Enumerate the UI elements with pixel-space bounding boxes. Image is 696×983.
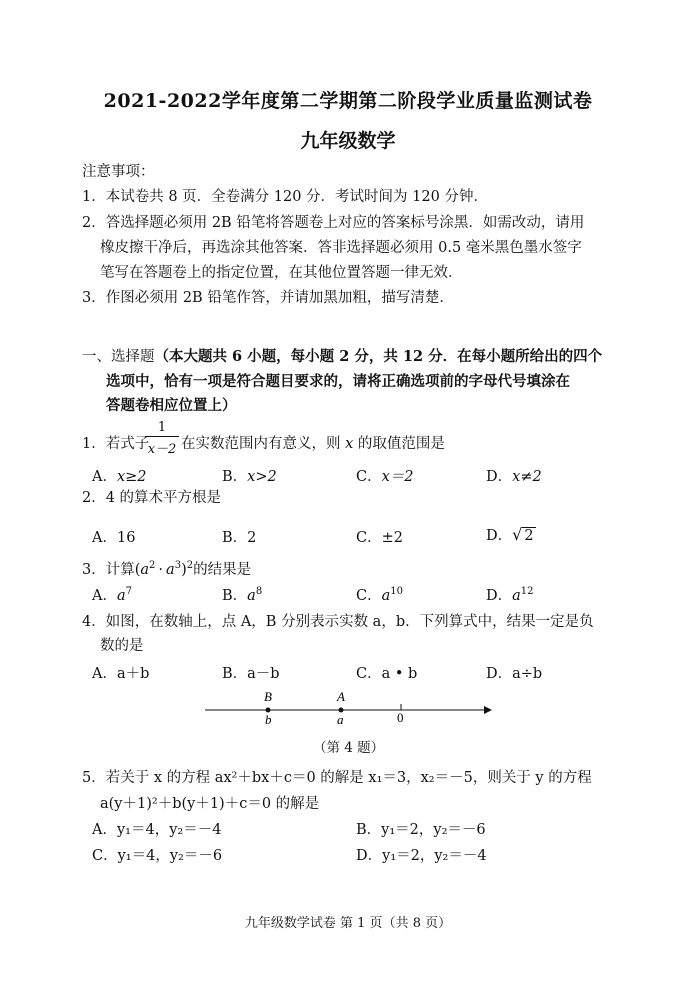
note-1: 1．本试卷共 8 页．全卷满分 120 分．考试时间为 120 分钟．	[82, 189, 488, 205]
note-2-cont-2: 笔写在答题卷上的指定位置，在其他位置答题一律无效．	[100, 265, 463, 281]
q1-option-a-letter: A．	[92, 469, 117, 485]
q3-option-a-exp: 7	[125, 586, 133, 598]
q2-option-b: B．2	[222, 530, 257, 546]
q1-option-b-letter: B．	[222, 469, 248, 485]
q3-exp-2: 3	[174, 560, 182, 572]
q3-option-a-letter: A．	[92, 588, 117, 604]
q1-option-b	[222, 465, 277, 486]
q3-base-1: a	[140, 562, 150, 578]
q5-option-a: A．y₁＝4，y₂＝－4	[92, 822, 222, 838]
q1-fraction	[145, 420, 179, 457]
q1-option-a-text: x≥2	[116, 469, 147, 485]
q3-option-b-base: a	[247, 588, 256, 604]
q5-line-2: a(y＋1)²＋b(y＋1)＋c＝0 的解是	[100, 796, 320, 812]
q4-option-c: C．a • b	[356, 666, 418, 682]
q3-option-c-base: a	[381, 588, 391, 604]
q1-post	[181, 432, 445, 453]
section-1-desc-3: 答题卷相应位置上）	[106, 397, 237, 414]
q1-var: x	[345, 436, 354, 452]
note-2-cont-1: 橡皮擦干净后，再选涂其他答案．答非选择题必须用 0.5 毫米黑色墨水签字	[100, 240, 582, 256]
q3-text	[82, 558, 251, 579]
section-1-desc: （本大题共 6 小题，每小题 2 分，共 12 分．在每小题所给出的四个	[154, 348, 603, 365]
q4-figure-caption: （第 4 题）	[313, 740, 385, 756]
q1-option-a	[92, 465, 147, 486]
q5-option-c: C．y₁＝4，y₂＝－6	[92, 848, 223, 864]
label-zero: 0	[397, 710, 404, 725]
q3-pre: 3．计算(	[82, 562, 141, 578]
q1-option-d-text: x≠2	[512, 469, 542, 485]
q5-option-b: B．y₁＝2，y₂＝－6	[356, 822, 486, 838]
q3-option-b-exp: 8	[255, 586, 263, 598]
q3-option-d-base: a	[512, 588, 521, 604]
q3-post: 的结果是	[193, 562, 252, 578]
q4-option-b: B．a－b	[222, 666, 280, 682]
q3-exp-1: 2	[149, 560, 156, 572]
q3-option-b-letter: B．	[222, 588, 248, 604]
q1-frac-bar	[145, 436, 179, 437]
q3-close: )	[181, 562, 187, 578]
q1-option-c-letter: C．	[356, 469, 382, 485]
note-2: 2．答选择题必须用 2B 铅笔将答题卷上对应的答案标号涂黑．如需改动，请用	[82, 215, 585, 231]
q3-option-c-letter: C．	[356, 588, 382, 604]
q4-line-2: 数的是	[100, 638, 144, 654]
q1-option-c-text: x＝2	[381, 469, 414, 485]
q1-frac-den: x－2	[147, 442, 177, 457]
q4-option-d: D．a÷b	[486, 666, 543, 682]
note-3: 3．作图必须用 2B 铅笔作答，并请加黑加粗，描写清楚．	[82, 290, 454, 306]
q3-option-c	[356, 584, 403, 605]
label-A: A	[337, 689, 345, 704]
number-line-arrow-icon	[484, 706, 492, 714]
q2-option-c: C．±2	[356, 530, 403, 546]
q4-line-1: 4．如图，在数轴上，点 A，B 分别表示实数 a，b．下列算式中，结果一定是负	[82, 614, 594, 630]
page-footer: 九年级数学试卷 第 1 页（共 8 页）	[244, 916, 452, 931]
exam-title: 2021-2022学年度第二学期第二阶段学业质量监测试卷	[103, 90, 593, 112]
q1-post-text-2: 的取值范围是	[357, 436, 445, 452]
q1-option-c	[356, 465, 414, 486]
q3-base-2: a	[166, 562, 175, 578]
q3-option-a-base: a	[116, 588, 126, 604]
label-a: a	[337, 712, 344, 727]
q4-option-a: A．a＋b	[92, 666, 150, 682]
section-1-prefix: 一、选择题	[82, 349, 155, 365]
q1-frac-num: 1	[157, 420, 167, 435]
label-B: B	[264, 689, 272, 704]
q5-option-d: D．y₁＝2，y₂＝－4	[356, 848, 487, 864]
q3-option-d-letter: D．	[486, 588, 513, 604]
q3-option-c-exp: 10	[390, 586, 403, 598]
section-1-desc-2: 选项中，恰有一项是符合题目要求的，请将正确选项前的字母代号填涂在	[106, 373, 570, 390]
notes-heading: 注意事项：	[82, 164, 155, 180]
q3-option-d-exp: 12	[520, 586, 534, 598]
q3-option-b	[222, 584, 262, 605]
q2-option-d-letter: D．	[486, 528, 513, 544]
q2-option-d-radicand: 2	[524, 528, 534, 544]
q1-option-d	[486, 465, 542, 486]
sqrt-sign-icon: √	[512, 525, 523, 544]
q3-exp-outer: 2	[186, 560, 194, 572]
q5-line-1: 5．若关于 x 的方程 ax²＋bx＋c＝0 的解是 x₁＝3，x₂＝－5，则关于 y 的方程	[82, 770, 592, 786]
q2-option-a: A．16	[92, 530, 136, 546]
exam-subtitle: 九年级数学	[300, 130, 396, 152]
q3-dot: ·	[158, 562, 164, 578]
q2-text: 2．4 的算术平方根是	[82, 490, 222, 506]
q1-pre: 1．若式子	[82, 436, 150, 452]
q1-option-b-text: x>2	[247, 469, 277, 485]
q1-post-text: 在实数范围内有意义，则	[181, 436, 341, 452]
q2-option-d	[486, 524, 536, 545]
label-b: b	[265, 712, 272, 727]
q3-option-d	[486, 584, 534, 605]
q1-option-d-letter: D．	[486, 469, 513, 485]
q3-option-a	[92, 584, 132, 605]
section-1-heading	[82, 345, 602, 366]
